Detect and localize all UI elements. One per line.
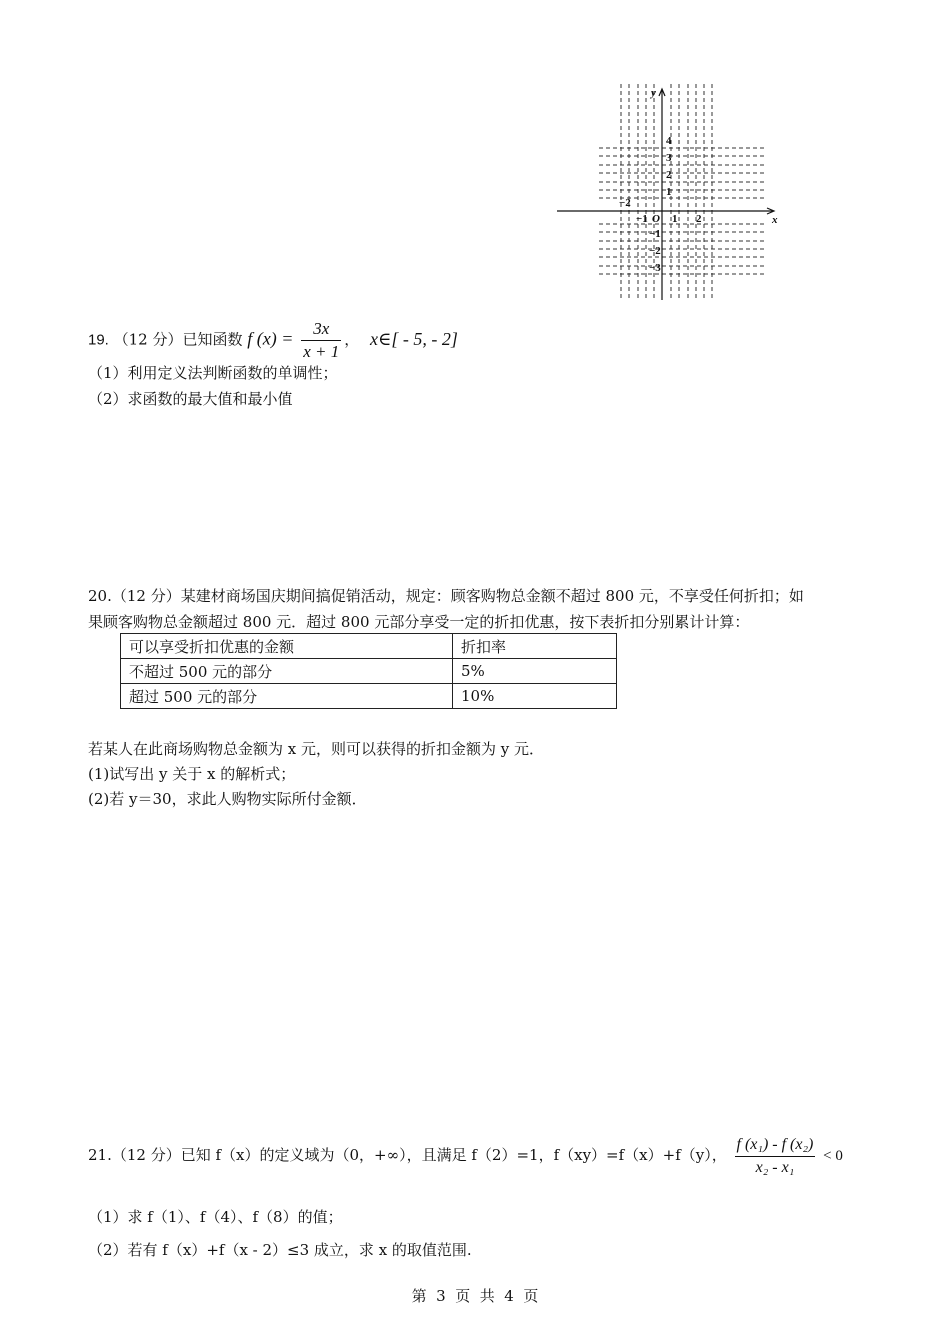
y-tick-label: −1: [649, 228, 661, 240]
q19-part1: （1）利用定义法判断函数的单调性；: [88, 364, 338, 382]
q20-line1: 20.（12 分）某建材商场国庆期间搞促销活动，规定：顾客购物总金额不超过 800 元，不享受任何折扣；如: [88, 587, 804, 605]
q21-part2: （2）若有 f（x）+f（x - 2）≤3 成立，求 x 的取值范围.: [88, 1241, 472, 1259]
q21-inequality: < 0: [823, 1148, 843, 1164]
q20-part2: (2)若 y＝30，求此人购物实际所付金额．: [88, 790, 367, 808]
x-axis-label: x: [772, 214, 778, 226]
q19-stem: [88, 318, 458, 363]
table-header-cell: 折扣率: [453, 634, 617, 659]
page-footer: 第 3 页 共 4 页: [411, 1287, 539, 1305]
q19-number: 19.: [88, 331, 109, 349]
q20-line3: 若某人在此商场购物总金额为 x 元，则可以获得的折扣金额为 y 元．: [88, 740, 545, 758]
q19-domain: x∈[ - 5, - 2]: [370, 328, 458, 349]
x-tick-label: 2: [696, 213, 702, 225]
q21-fraction: [735, 1134, 816, 1179]
q19-score: （12 分）: [113, 330, 183, 349]
table-cell: 5%: [453, 659, 617, 684]
y-tick-label: 2: [666, 169, 672, 181]
table-cell: 超过 500 元的部分: [121, 684, 453, 709]
x-tick-label: −1: [636, 213, 648, 225]
y-axis-label: y: [651, 87, 656, 99]
q19-lead: 已知函数: [182, 330, 243, 349]
table-header-cell: 可以享受折扣优惠的金额: [121, 634, 453, 659]
q19-denominator: x + 1: [303, 342, 340, 361]
q21-line1: 21.（12 分）已知 f（x）的定义域为（0，+∞），且满足 f（2）=1，f（xy）=f（x）+f（y），: [88, 1146, 727, 1164]
q19-fraction: [301, 318, 341, 363]
y-tick-label: 3: [666, 152, 672, 164]
y-tick-label: −3: [649, 262, 661, 274]
q19-comma: ，: [344, 330, 360, 349]
grid-lines: [599, 84, 765, 298]
q21-denominator: x₂ - x₁: [755, 1158, 795, 1176]
origin-label: O: [652, 213, 660, 225]
q21-part1: （1）求 f（1）、f（4）、f（8）的值；: [88, 1208, 343, 1226]
y-tick-label: −2: [649, 245, 661, 257]
q20-part1: (1)试写出 y 关于 x 的解析式；: [88, 765, 296, 783]
coordinate-graph: [555, 84, 785, 302]
x-tick-label: 1: [672, 213, 678, 225]
q19-numerator: 3x: [301, 318, 341, 341]
table-cell: 不超过 500 元的部分: [121, 659, 453, 684]
q19-part2: （2）求函数的最大值和最小值: [88, 390, 293, 408]
x-tick-label: −2: [619, 197, 631, 209]
y-tick-label: 4: [666, 135, 672, 147]
y-tick-label: 1: [666, 186, 672, 198]
table-row: [121, 659, 617, 684]
q19-function-name: f (x) =: [247, 328, 294, 349]
discount-table: [120, 633, 617, 709]
table-row: [121, 684, 617, 709]
q20-line2: 果顾客购物总金额超过 800 元．超过 800 元部分享受一定的折扣优惠，按下表折扣分别累计计算：: [88, 613, 750, 631]
q21-numerator: f (x₁) - f (x₂): [735, 1134, 816, 1157]
q21-stem: [88, 1130, 843, 1181]
table-header-row: [121, 634, 617, 659]
table-cell: 10%: [453, 684, 617, 709]
